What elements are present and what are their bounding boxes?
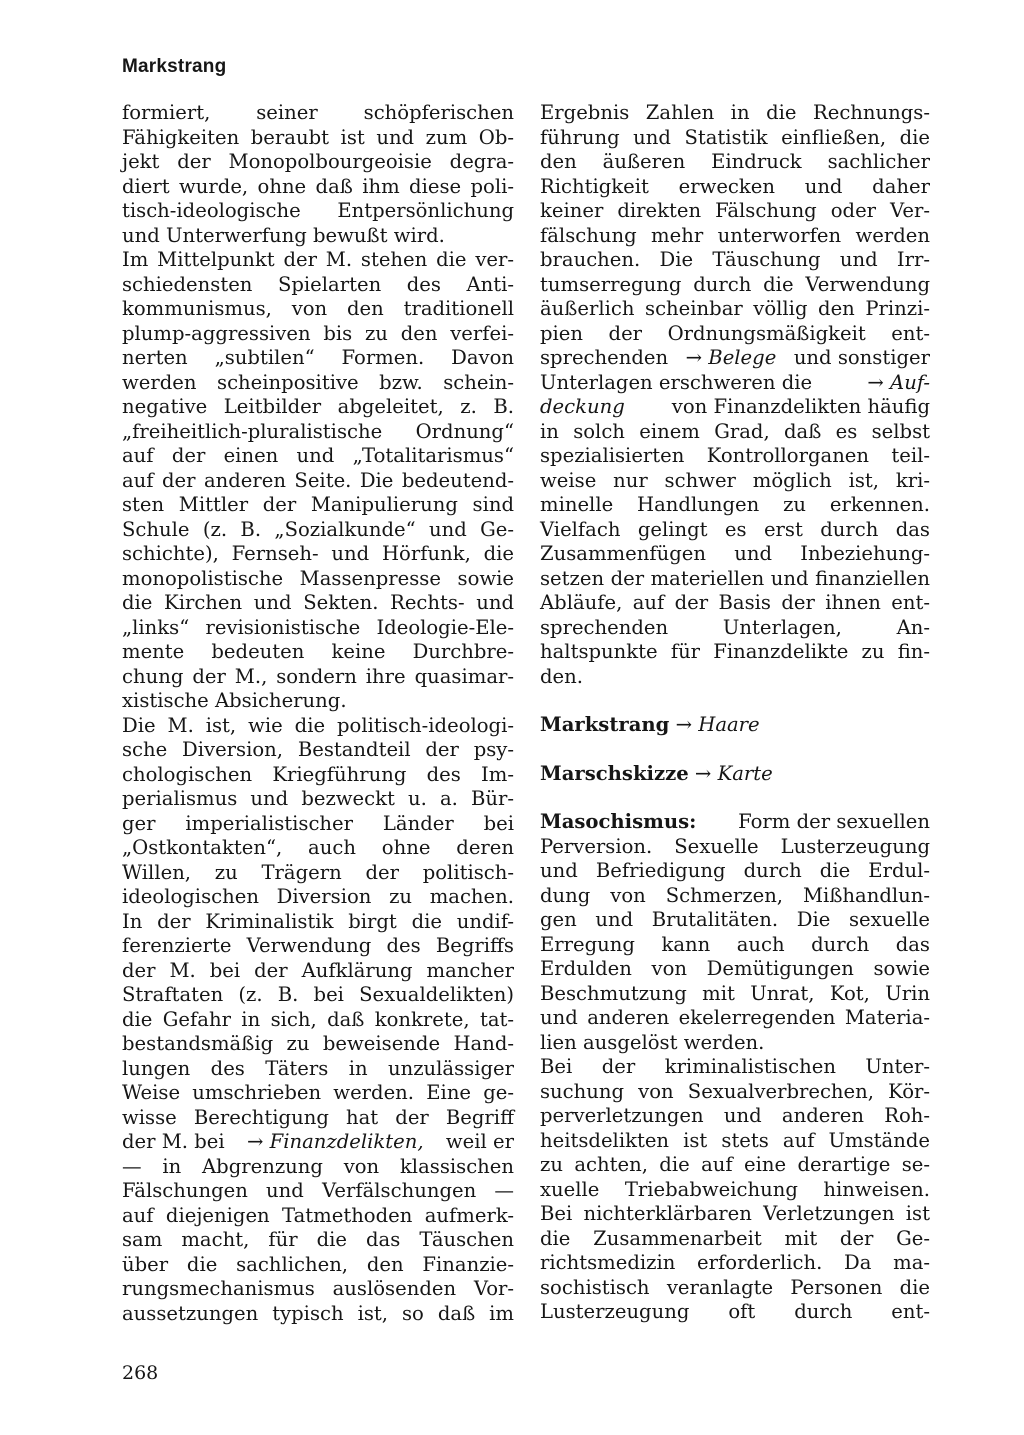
arrow-icon: →: [867, 370, 884, 394]
text-line: Lusterzeugung oft durch ent-: [540, 1300, 930, 1323]
entry-spacer: [540, 738, 930, 762]
text-line: minelle Handlungen zu erkennen.: [540, 493, 930, 516]
text-line: aussetzungen typisch ist, so daß im: [122, 1301, 514, 1325]
text-line: „freiheitlich-pluralistische Ordnung“: [122, 419, 514, 443]
entry-markstrang: [540, 713, 930, 738]
text-line: in solch einem Grad, daß es selbst: [540, 419, 930, 443]
text-line: plump-aggressiven bis zu den verfei-: [122, 321, 514, 345]
text-line: sche Diversion, Bestandteil der psy-: [122, 738, 514, 761]
text-line: rungsmechanismus auslösenden Vor-: [122, 1277, 514, 1300]
text-line: auf der einen und „Totalitarismus“: [122, 444, 514, 467]
text-line: perverletzungen und anderen Roh-: [540, 1104, 930, 1127]
text-line: tisch-ideologische Entpersönlichung: [122, 199, 514, 222]
running-head: Markstrang: [122, 56, 227, 77]
left-column: [122, 101, 514, 1326]
text-line: äußerlich scheinbar völlig den Prinzi-: [540, 297, 930, 320]
text-line: und Befriedigung durch die Erdul-: [540, 859, 930, 882]
text-line: heitsdelikten ist stets auf Umstände: [540, 1128, 930, 1152]
text-line: perialismus und bezweckt u. a. Bür-: [122, 787, 514, 810]
text-line: [540, 346, 930, 371]
headword: Markstrang: [540, 713, 670, 736]
text-line: [122, 1130, 514, 1155]
text-line: haltspunkte für Finanzdelikte zu fin-: [540, 640, 930, 663]
text-line: über die sachlichen, den Finanzie-: [122, 1252, 514, 1276]
text-line: Weise umschrieben werden. Eine ge-: [122, 1081, 514, 1104]
text-line: bestandsmäßig zu beweisende Hand-: [122, 1032, 514, 1055]
text-line: Die M. ist, wie die politisch-ideologi-: [122, 713, 514, 737]
text-line: gen und Brutalitäten. Die sexuelle: [540, 908, 930, 931]
text-fragment: von Finanzdelikten häufig: [671, 395, 930, 418]
text-fragment: sprechenden: [540, 346, 669, 369]
text-line: Fälschungen und Verfälschungen —: [122, 1179, 514, 1202]
text-fragment: Form der sexuellen: [738, 810, 930, 833]
xref-term[interactable]: deckung: [540, 395, 625, 418]
text-line: „links“ revisionistische Ideologie-Ele-: [122, 615, 514, 639]
text-line: richtsmedizin erforderlich. Da ma-: [540, 1251, 930, 1274]
right-column: [540, 101, 930, 1325]
text-line: den.: [540, 664, 583, 688]
text-line: chologischen Kriegführung des Im-: [122, 762, 514, 786]
text-line: sam macht, für die das Täuschen: [122, 1228, 514, 1251]
text-line: xistische Absicherung.: [122, 689, 347, 712]
text-line: Erdulden von Demütigungen sowie: [540, 957, 930, 980]
text-line: sochistisch veranlagte Personen die: [540, 1275, 930, 1299]
cross-reference[interactable]: [867, 371, 930, 396]
text-line: Vielfach gelingt es erst durch das: [540, 517, 930, 541]
text-line: diert wurde, ohne daß ihm diese poli-: [122, 174, 514, 198]
text-line: Straftaten (z. B. bei Sexualdelikten): [122, 983, 514, 1006]
text-fragment: Unterlagen erschweren die: [540, 370, 813, 394]
text-line: die Kirchen und Sekten. Rechts- und: [122, 591, 514, 614]
text-line: dung von Schmerzen, Mißhandlun-: [540, 883, 930, 907]
text-line: Schule (z. B. „Sozialkunde“ und Ge-: [122, 517, 514, 541]
text-line: der M. bei der Aufklärung mancher: [122, 958, 514, 982]
xref-term[interactable]: Haare: [698, 713, 760, 736]
text-line: ideologischen Diversion zu machen.: [122, 885, 514, 908]
text-line: Ergebnis Zahlen in die Rechnungs-: [540, 101, 930, 124]
xref-term[interactable]: Karte: [717, 761, 773, 785]
text-line: Willen, zu Trägern der politisch-: [122, 860, 514, 884]
text-line: „Ostkontakten“, auch ohne deren: [122, 836, 514, 859]
text-line: auf der anderen Seite. Die bedeutend-: [122, 468, 514, 492]
text-line: weise nur schwer möglich ist, kri-: [540, 468, 930, 492]
text-line: die Gefahr in sich, daß konkrete, tat-: [122, 1007, 514, 1031]
entry-masochismus: [540, 810, 930, 835]
text-line: — in Abgrenzung von klassischen: [122, 1154, 514, 1178]
text-line: Richtigkeit erwecken und daher: [540, 174, 930, 198]
arrow-icon: →: [694, 761, 712, 785]
text-line: werden scheinpositive bzw. schein-: [122, 370, 514, 394]
text-line: [540, 395, 930, 420]
text-line: ger imperialistischer Länder bei: [122, 811, 514, 835]
xref-term: Belege: [708, 346, 777, 369]
arrow-icon: →: [685, 346, 703, 369]
text-line: auf diejenigen Tatmethoden aufmerk-: [122, 1203, 514, 1227]
text-line: formiert, seiner schöpferischen: [122, 101, 514, 124]
text-line: Fähigkeiten beraubt ist und zum Ob-: [122, 125, 514, 149]
text-line: mente bedeuten keine Durchbre-: [122, 640, 514, 663]
xref-term: Finanzdelikten,: [269, 1130, 424, 1153]
text-line: jekt der Monopolbourgeoisie degra-: [122, 150, 514, 173]
text-line: Zusammenfügen und Inbeziehung-: [540, 542, 930, 565]
text-line: Beschmutzung mit Unrat, Kot, Urin: [540, 981, 930, 1005]
text-line: Bei nichterklärbaren Verletzungen ist: [540, 1202, 930, 1225]
text-line: den äußeren Eindruck sachlicher: [540, 150, 930, 173]
text-line: lien ausgelöst werden.: [540, 1030, 765, 1054]
text-line: schichte), Fernseh- und Hörfunk, die: [122, 542, 514, 565]
text-line: sten Mittler der Manipulierung sind: [122, 493, 514, 516]
text-line: und Unterwerfung bewußt wird.: [122, 223, 445, 247]
text-line: suchung von Sexualverbrechen, Kör-: [540, 1079, 930, 1103]
text-fragment: der M. bei: [122, 1130, 225, 1153]
text-line: spezialisierten Kontrollorganen teil-: [540, 444, 930, 467]
text-line: monopolistische Massenpresse sowie: [122, 566, 514, 590]
text-line: Im Mittelpunkt der M. stehen die ver-: [122, 248, 514, 271]
text-line: Bei der kriminalistischen Unter-: [540, 1055, 930, 1078]
entry-spacer: [540, 689, 930, 713]
text-line: brauchen. Die Täuschung und Irr-: [540, 248, 930, 271]
text-line: In der Kriminalistik birgt die undif-: [122, 909, 514, 933]
text-line: wisse Berechtigung hat der Begriff: [122, 1105, 514, 1129]
text-line: negative Leitbilder abgeleitet, z. B.: [122, 395, 514, 418]
text-line: Erregung kann auch durch das: [540, 932, 930, 956]
text-line: kommunismus, von den traditionell: [122, 297, 514, 320]
entry-marschskizze: [540, 762, 930, 787]
text-line: tumserregung durch die Verwendung: [540, 272, 930, 296]
text-line: lungen des Täters in unzulässiger: [122, 1056, 514, 1080]
text-line: die Zusammenarbeit mit der Ge-: [540, 1226, 930, 1250]
page-number: 268: [122, 1362, 159, 1384]
text-line: Abläufe, auf der Basis der ihnen ent-: [540, 591, 930, 614]
text-line: sprechenden Unterlagen, An-: [540, 615, 930, 639]
text-fragment: und sonstiger: [793, 346, 930, 369]
cross-reference[interactable]: [686, 346, 777, 371]
text-line: und anderen ekelerregenden Materia-: [540, 1006, 930, 1029]
text-line: pien der Ordnungsmäßigkeit ent-: [540, 321, 930, 345]
text-line: xuelle Triebabweichung hinweisen.: [540, 1177, 930, 1201]
arrow-icon: →: [675, 713, 692, 736]
text-line: nerten „subtilen“ Formen. Davon: [122, 346, 514, 369]
text-line: führung und Statistik einfließen, die: [540, 125, 930, 149]
text-line: zu achten, die auf eine derartige se-: [540, 1153, 930, 1176]
arrow-icon: →: [246, 1130, 264, 1153]
text-line: [540, 371, 930, 396]
entry-spacer: [540, 786, 930, 810]
cross-reference[interactable]: [247, 1130, 424, 1155]
headword: Marschskizze: [540, 761, 689, 785]
text-line: ferenzierte Verwendung des Begriffs: [122, 934, 514, 957]
text-line: setzen der materiellen und finanziellen: [540, 566, 930, 590]
headword: Masochismus:: [540, 810, 697, 833]
text-line: chung der M., sondern ihre quasimar-: [122, 664, 514, 688]
text-fragment: weil er: [445, 1130, 514, 1153]
text-line: schiedensten Spielarten des Anti-: [122, 272, 514, 296]
xref-term: Auf-: [890, 370, 930, 394]
text-line: fälschung mehr unterworfen werden: [540, 223, 930, 247]
text-line: Perversion. Sexuelle Lusterzeugung: [540, 834, 930, 858]
text-line: keiner direkten Fälschung oder Ver-: [540, 199, 930, 222]
